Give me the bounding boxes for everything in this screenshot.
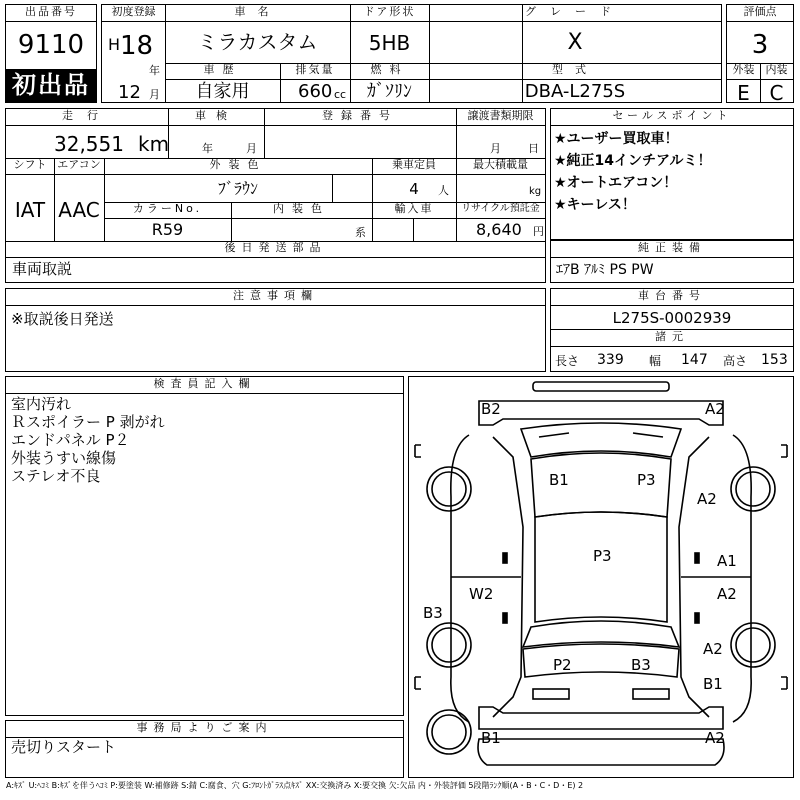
load-label: 最大積載量 xyxy=(473,158,528,171)
office-label: 事務局よりご案内 xyxy=(136,721,273,734)
height: 153 xyxy=(761,352,788,368)
color: ﾌﾞﾗｳﾝ xyxy=(217,179,258,198)
grade-label: グレード xyxy=(525,5,625,18)
reg-label: 初度登録 xyxy=(111,5,156,18)
color-number: R59 xyxy=(151,220,184,239)
chassis-number: L275S-0002939 xyxy=(612,309,732,327)
year-unit: 年 xyxy=(149,64,160,77)
grade: X xyxy=(567,30,583,55)
lot-label: 出品番号 xyxy=(25,5,77,18)
ac: AAC xyxy=(58,198,100,222)
later-parts: 車両取説 xyxy=(12,260,73,278)
inspection-label: 車検 xyxy=(195,109,237,122)
length-label: 長さ xyxy=(555,354,580,368)
damage-mark-center: P3 xyxy=(593,547,612,565)
first-listing-badge: 初出品 xyxy=(6,69,96,102)
damage-mark-bumper-right: A2 xyxy=(705,729,725,747)
model-label: 型式 xyxy=(552,63,598,76)
sales-point: ★ユーザー買取車！ xyxy=(554,131,679,147)
ext-label: 外装 xyxy=(732,63,755,76)
car-outline xyxy=(409,377,793,777)
length: 339 xyxy=(597,352,624,368)
damage-diagram xyxy=(408,376,794,778)
recycle-label: リサイクル預託金 xyxy=(461,203,540,214)
seats: 4 xyxy=(409,180,419,198)
damage-mark-tail-right: B1 xyxy=(703,675,723,693)
ext-grade: E xyxy=(737,81,750,105)
damage-mark-door-rear-right: A2 xyxy=(717,585,737,603)
height-label: 高さ xyxy=(723,354,748,368)
damage-mark-left-quarter: B3 xyxy=(423,604,443,622)
color-label: 外装色 xyxy=(209,158,267,171)
colorno-label: カラーNo. xyxy=(132,202,203,215)
office-box xyxy=(5,720,404,778)
notes: ※取説後日発送 xyxy=(11,310,114,328)
shift-label: シフト xyxy=(13,158,47,171)
recycle-fee: 8,640 xyxy=(476,220,522,239)
int-label: 内装 xyxy=(765,63,788,76)
inspector-note: Ｒスポイラー P 剥がれ xyxy=(11,413,165,431)
damage-mark-rear-left: P2 xyxy=(553,656,572,674)
header-table xyxy=(101,4,722,103)
damage-mark-front-right: A2 xyxy=(705,400,725,418)
damage-mark-front-left: B2 xyxy=(481,400,501,418)
damage-mark-left-door: W2 xyxy=(469,585,494,603)
name-label: 車名 xyxy=(234,5,281,18)
displacement-unit: cc xyxy=(334,88,347,101)
inspection-year-unit: 年 xyxy=(202,142,213,155)
inspector-note: ステレオ不良 xyxy=(11,467,101,485)
import-label: 輸入車 xyxy=(394,202,434,215)
notes-box xyxy=(5,288,546,372)
mileage: 32,551 xyxy=(54,132,124,156)
later-parts-label: 後日発送部品 xyxy=(224,241,327,254)
chassis-label: 車台番号 xyxy=(638,289,706,302)
era: H xyxy=(108,35,121,54)
inspector-note: 室内汚れ xyxy=(11,395,72,413)
score: 3 xyxy=(751,30,769,60)
damage-mark-fender-right: A2 xyxy=(697,490,717,508)
lot-box xyxy=(5,4,97,103)
details-table xyxy=(5,108,546,283)
shift: IAT xyxy=(14,198,46,222)
intcolor-unit: 系 xyxy=(355,226,366,239)
history: 自家用 xyxy=(195,81,250,102)
score-label: 評価点 xyxy=(743,5,777,18)
equipment-label: 純正装備 xyxy=(638,241,706,254)
damage-mark-roof-right: P3 xyxy=(637,471,656,489)
inspection-month-unit: 月 xyxy=(246,142,257,155)
damage-mark-bumper-left: B1 xyxy=(481,729,501,747)
inspector-label: 検査員記入欄 xyxy=(153,377,256,390)
displacement: 660 xyxy=(298,81,333,102)
damage-mark-rear-right: B3 xyxy=(631,656,651,674)
sales-label: セールスポイント xyxy=(612,109,732,122)
seats-unit: 人 xyxy=(438,184,449,197)
transfer-label: 譲渡書類期限 xyxy=(467,109,534,122)
reg-year: 18 xyxy=(120,31,154,61)
specs-label: 諸元 xyxy=(655,330,689,343)
width-label: 幅 xyxy=(649,354,662,368)
chassis-box xyxy=(550,288,794,372)
int-grade: C xyxy=(769,81,784,105)
car-name: ミラカスタム xyxy=(197,30,318,54)
sales-point: ★純正14インチアルミ！ xyxy=(554,153,712,169)
score-box xyxy=(726,4,794,103)
ac-label: エアコン xyxy=(57,158,101,171)
lot-number: 9110 xyxy=(17,30,85,60)
office-note: 売切りスタート xyxy=(11,738,117,756)
reg-month: 12 xyxy=(118,82,141,103)
inspector-box xyxy=(5,376,404,716)
sales-points-box xyxy=(550,108,794,240)
width: 147 xyxy=(681,352,708,368)
inspector-note: 外装うすい線傷 xyxy=(11,449,117,467)
notes-label: 注意事項欄 xyxy=(233,289,318,302)
intcolor-label: 内装色 xyxy=(273,202,330,215)
seats-label: 乗車定員 xyxy=(392,158,436,171)
transfer-month-unit: 月 xyxy=(490,142,501,155)
damage-mark-door-front-right: A1 xyxy=(717,552,737,570)
sales-point: ★キーレス！ xyxy=(554,197,636,213)
load-unit: kg xyxy=(529,186,542,197)
inspector-note: エンドパネル P２ xyxy=(11,431,130,449)
equipment-box xyxy=(550,240,794,283)
mileage-label: 走行 xyxy=(62,109,112,122)
door-label: ドア形状 xyxy=(363,5,416,18)
mileage-unit: km xyxy=(138,132,170,156)
recycle-unit: 円 xyxy=(533,225,544,238)
damage-mark-roof-left: B1 xyxy=(549,471,569,489)
fuel: ｶﾞｿﾘﾝ xyxy=(367,81,412,102)
fuel-label: 燃料 xyxy=(370,63,409,76)
transfer-day-unit: 日 xyxy=(528,142,539,155)
damage-mark-quarter-right: A2 xyxy=(703,640,723,658)
month-unit: 月 xyxy=(149,88,160,101)
equipment: ｴｱB ｱﾙﾐ PS PW xyxy=(556,262,654,278)
regno-label: 登録番号 xyxy=(322,109,398,122)
model-code: DBA-L275S xyxy=(524,81,626,102)
sales-point: ★オートエアコン！ xyxy=(554,175,678,191)
history-label: 車歴 xyxy=(203,63,242,76)
legend: A:ｷｽﾞ U:ﾍｺﾐ B:ｷｽﾞを伴うﾍｺﾐ P:要塗装 W:補修跡 S:錆 C:腐食、穴 G:ﾌﾛﾝﾄｶﾞﾗｽ点ｷｽﾞ XX:交換済み X:要交換 欠:欠品 内・外装評価 5段階ﾗﾝｸ順(A・B・C・D・E) 2 xyxy=(6,781,584,790)
displacement-label: 排気量 xyxy=(295,63,335,76)
door-type: 5HB xyxy=(368,31,411,55)
